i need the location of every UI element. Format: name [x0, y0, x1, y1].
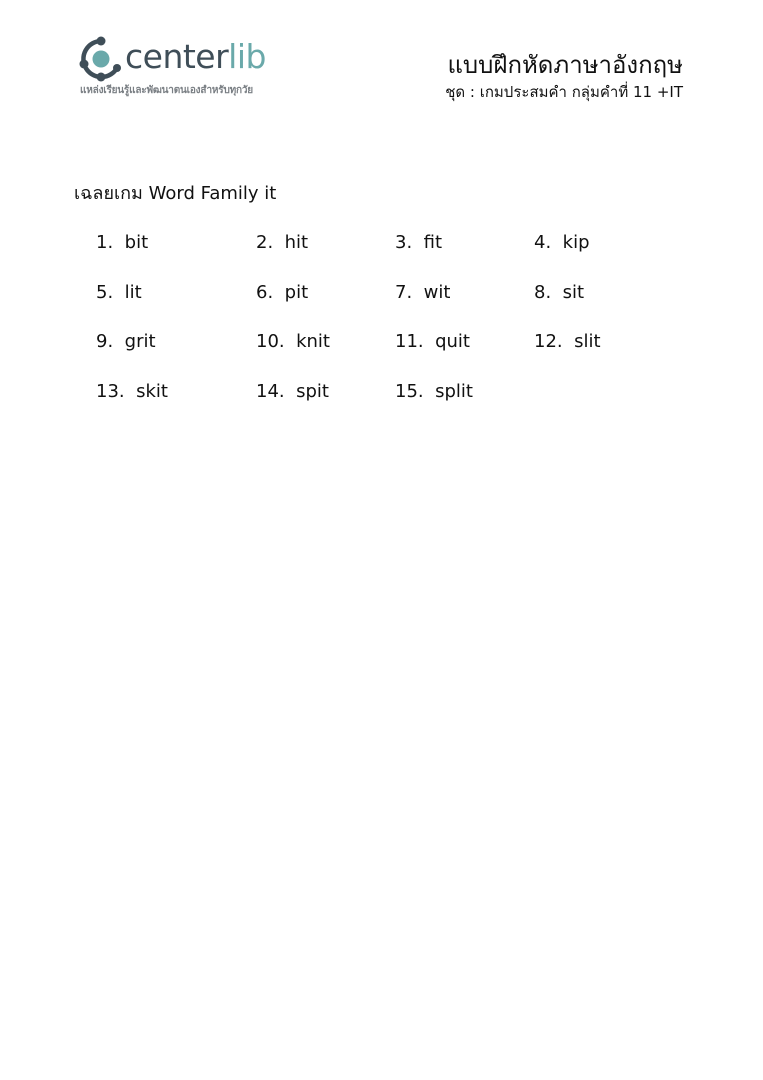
answer-word: sit: [562, 282, 585, 303]
answer-word: lit: [124, 282, 142, 303]
answer-number: 11.: [395, 331, 424, 352]
answer-number: 6.: [256, 282, 274, 303]
answer-item-6: [256, 280, 308, 306]
answer-number: 8.: [534, 282, 552, 303]
answer-item-9: [96, 329, 156, 355]
answer-word: hit: [284, 232, 309, 253]
answer-word: wit: [423, 282, 451, 303]
answer-word: split: [435, 381, 473, 402]
answer-number: 2.: [256, 232, 274, 253]
answer-number: 10.: [256, 331, 285, 352]
answer-item-7: [395, 280, 450, 306]
answer-word: bit: [124, 232, 149, 253]
answer-word: quit: [435, 331, 470, 352]
answer-item-12: [534, 329, 601, 355]
answer-number: 12.: [534, 331, 563, 352]
answer-item-1: [96, 230, 148, 256]
answer-word: grit: [124, 331, 156, 352]
answer-item-5: [96, 280, 142, 306]
answer-item-11: [395, 329, 470, 355]
document-header: [445, 48, 683, 102]
answer-item-2: [256, 230, 308, 256]
answer-word: fit: [423, 232, 443, 253]
logo-wordmark-lib: lib: [228, 37, 266, 76]
document-title: แบบฝึกหัดภาษาอังกฤษ: [447, 51, 683, 79]
answer-item-13: [96, 379, 168, 405]
answer-item-4: [534, 230, 590, 256]
answer-word: slit: [574, 331, 601, 352]
answer-number: 15.: [395, 381, 424, 402]
logo-tagline: แหล่งเรียนรู้และพัฒนาตนเองสำหรับทุกวัย: [80, 85, 253, 96]
answer-item-15: [395, 379, 473, 405]
answer-number: 7.: [395, 282, 413, 303]
answer-number: 4.: [534, 232, 552, 253]
document-subtitle: ชุด : เกมประสมคำ กลุ่มคำที่ 11 +IT: [445, 83, 683, 101]
answer-number: 13.: [96, 381, 125, 402]
answer-number: 5.: [96, 282, 114, 303]
centerlib-logo: [78, 36, 293, 100]
logo-wordmark: [125, 37, 266, 77]
answer-number: 3.: [395, 232, 413, 253]
answer-word: skit: [136, 381, 168, 402]
answer-number: 9.: [96, 331, 114, 352]
answer-item-8: [534, 280, 584, 306]
answer-word: pit: [284, 282, 309, 303]
answer-word: knit: [296, 331, 330, 352]
centerlib-logo-mark-icon: [78, 36, 124, 82]
answer-item-14: [256, 379, 329, 405]
answer-item-10: [256, 329, 330, 355]
answer-word: spit: [296, 381, 329, 402]
answer-number: 14.: [256, 381, 285, 402]
answer-item-3: [395, 230, 442, 256]
answer-key-heading: เฉลยเกม Word Family it: [74, 183, 277, 204]
answer-key-grid: [96, 230, 656, 450]
logo-wordmark-center: center: [125, 37, 229, 76]
answer-word: kip: [562, 232, 590, 253]
answer-number: 1.: [96, 232, 114, 253]
